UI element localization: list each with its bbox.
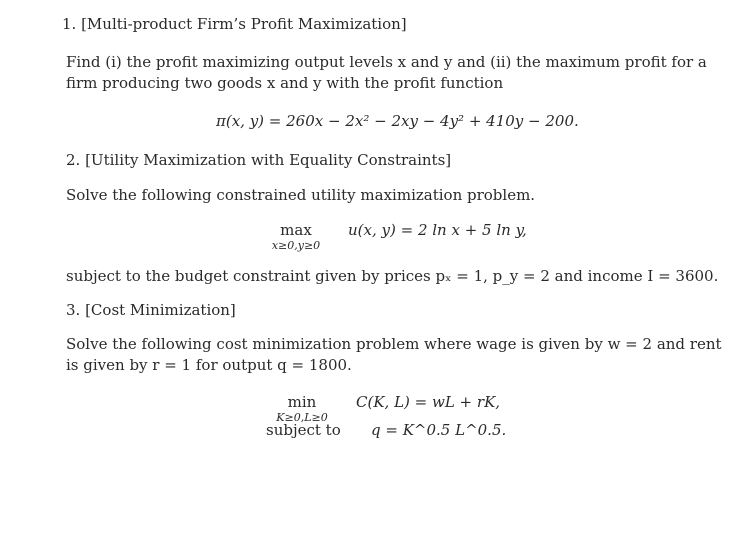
problem2-objective: u(x, y) = 2 ln x + 5 ln y,: [348, 221, 527, 239]
problem1-text-line2: firm producing two goods x and y with the profit function: [66, 74, 504, 92]
problem2-text-line1: Solve the following constrained utility maximization problem.: [66, 186, 536, 204]
problem3-objective: C(K, L) = wL + rK,: [356, 393, 501, 411]
problem1-heading: 1. [Multi-product Firm’s Profit Maximization]: [62, 15, 407, 33]
problem3-min-constraint: K≥0,L≥0: [276, 411, 328, 424]
problem2-max-operator: [264, 220, 328, 252]
problem2-max-constraint: x≥0,y≥0: [271, 239, 321, 252]
problem3-text-line2: is given by r = 1 for output q = 1800.: [66, 356, 352, 374]
problem2-heading: 2. [Utility Maximization with Equality Constraints]: [66, 151, 452, 169]
problem3-min-label: min: [287, 393, 317, 411]
problem3-production-constraint: q = K^0.5 L^0.5.: [371, 421, 507, 439]
problem3-subject-to: subject to: [266, 421, 341, 439]
problem3-heading: 3. [Cost Minimization]: [66, 301, 236, 319]
problem2-budget-constraint: subject to the budget constraint given by prices pₓ = 1, p_y = 2 and income I = 3600.: [66, 267, 719, 285]
problem1-equation: π(x, y) = 260x − 2x² − 2xy − 4y² + 410y − 200.: [216, 112, 579, 130]
problem2-max-label: max: [280, 221, 312, 239]
problem1-text-line1: Find (i) the profit maximizing output levels x and y and (ii) the maximum profit for a: [66, 53, 707, 71]
problem3-text-line1: Solve the following cost minimization problem where wage is given by w = 2 and rent: [66, 335, 722, 353]
